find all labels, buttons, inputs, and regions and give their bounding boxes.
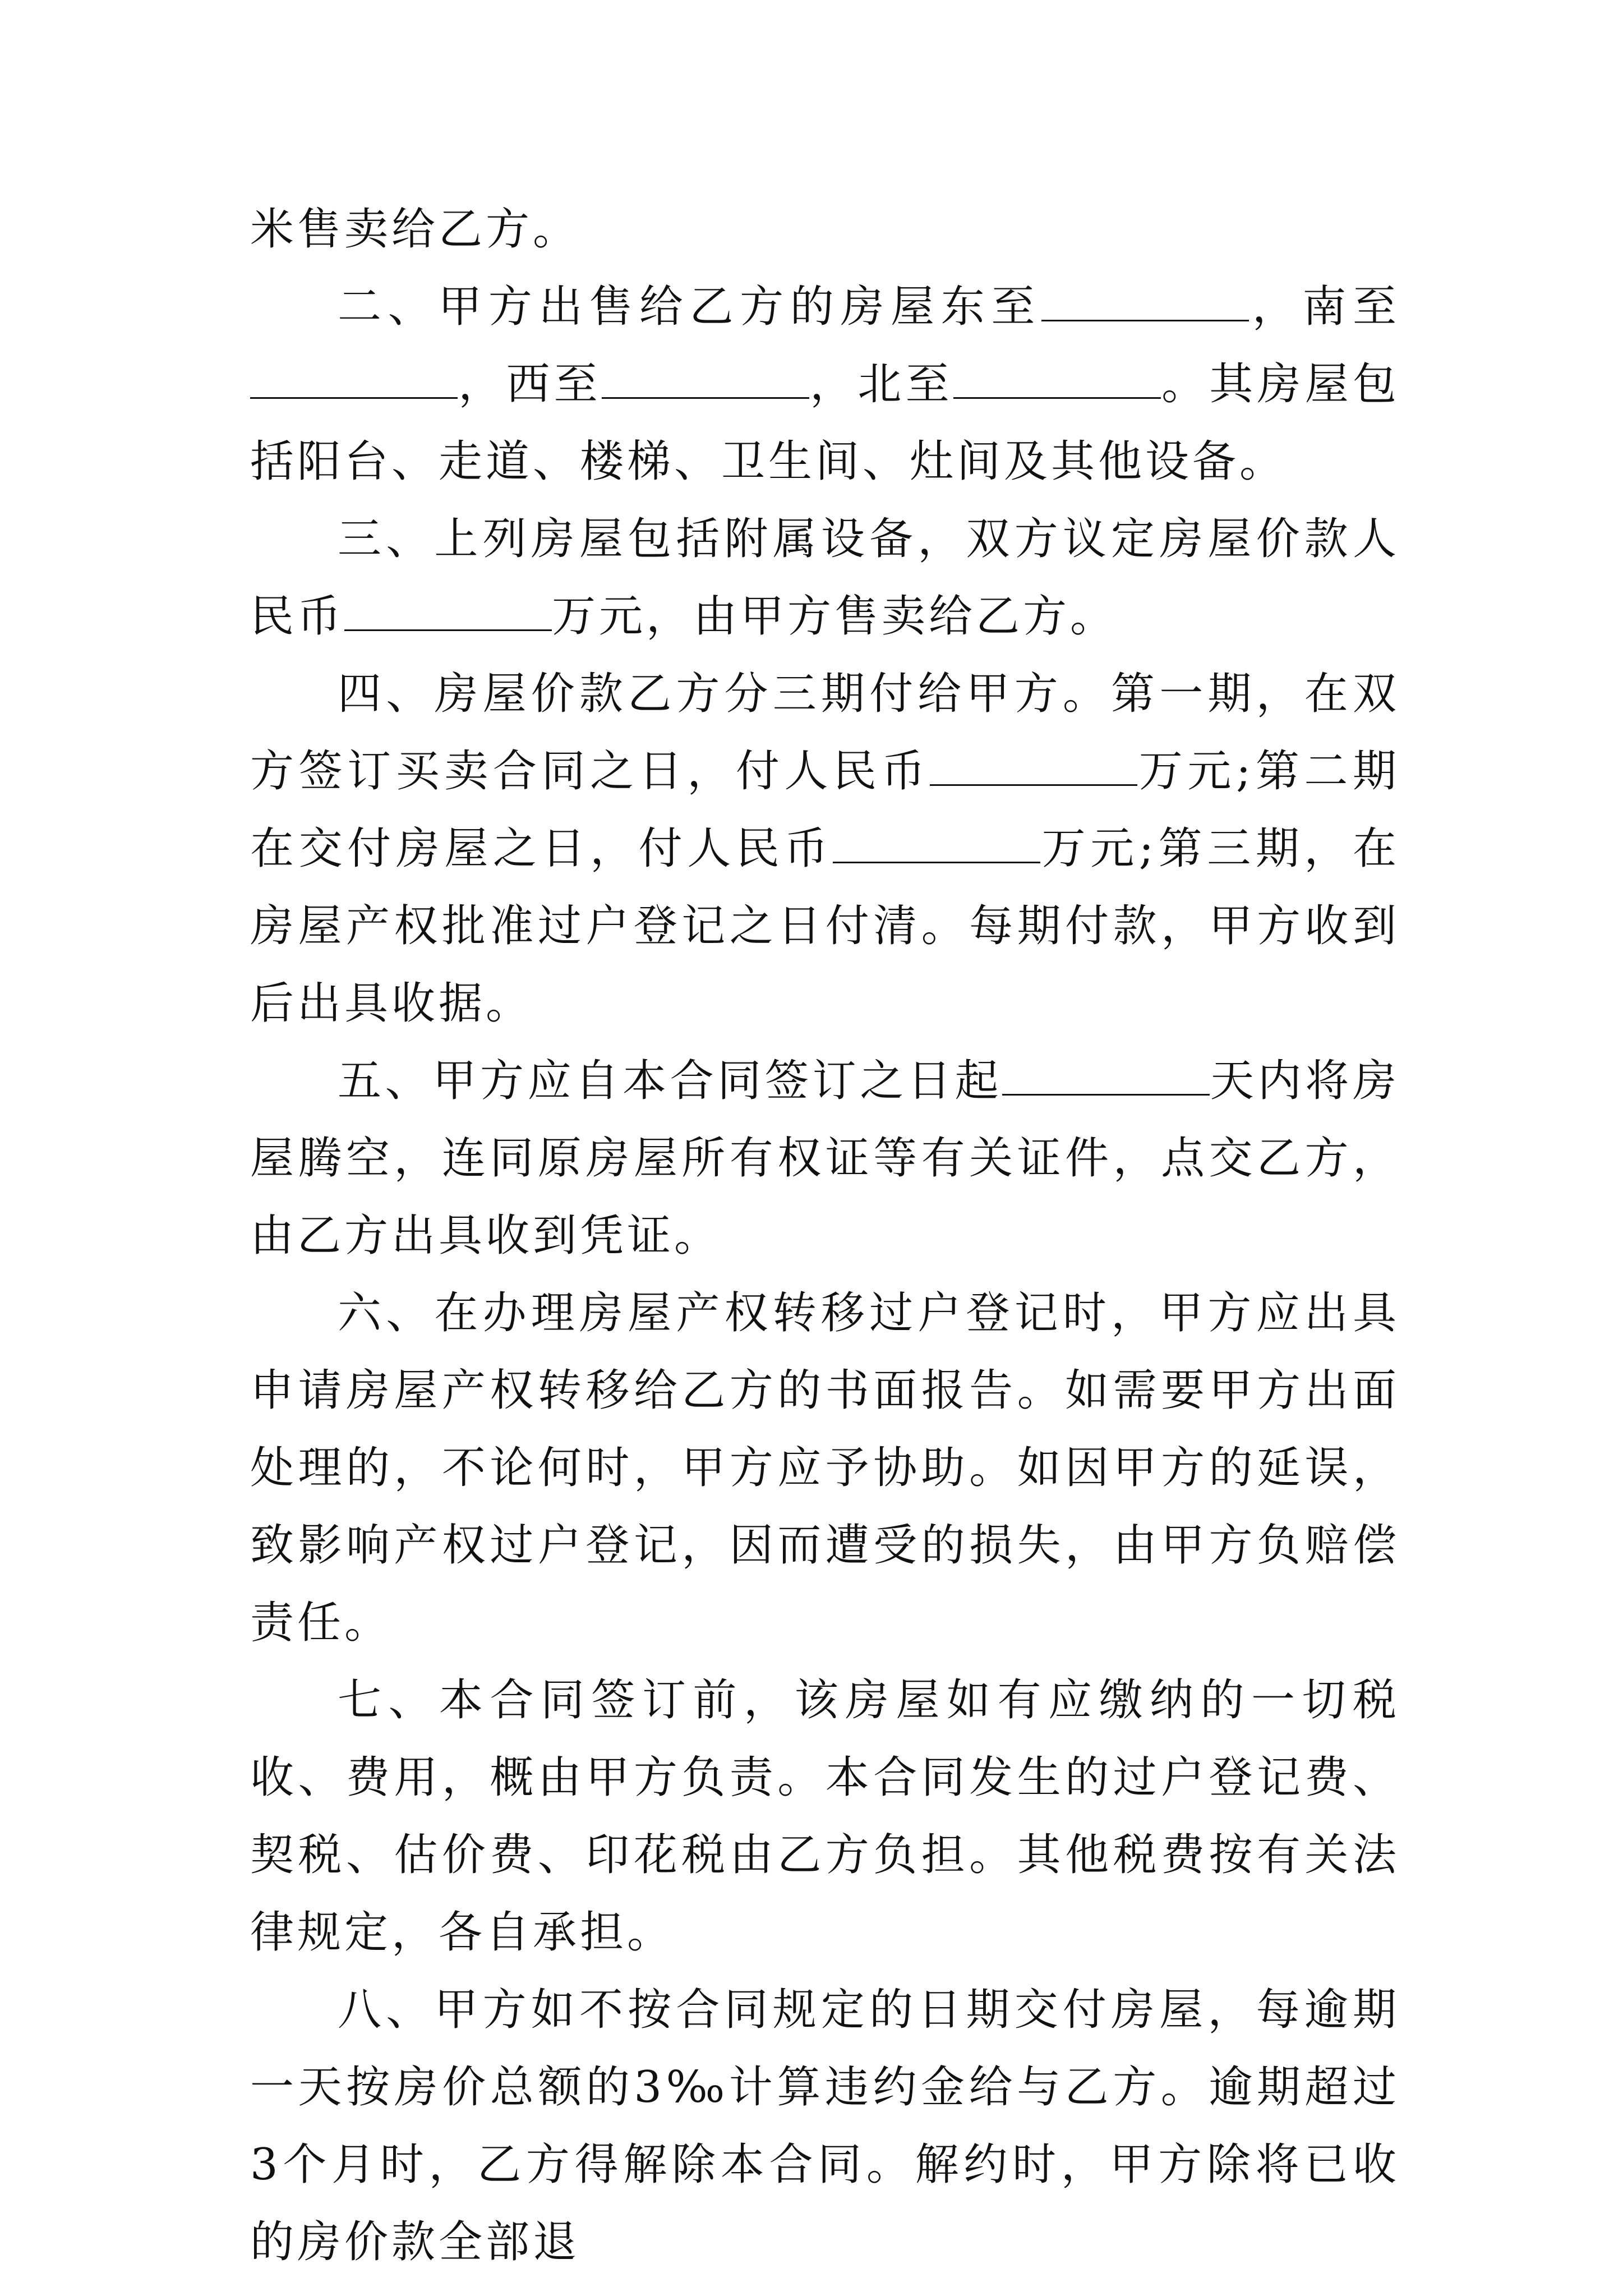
text-run: 五、甲方应自本合同签订之日起 [338,1056,1003,1106]
paragraph-continuation [250,191,1400,268]
text-run: 六、在办理房屋产权转移过户登记时，甲方应出具申请房屋产权转移给乙方的书面报告。如需要甲方出面处理的，不论何时，甲方应予协助。如因甲方的延误，致影响产权过户登记，因而遭受的损失，由甲方负赔偿责任。 [250,1288,1400,1648]
clause-2 [250,268,1400,500]
text-run: ，西至 [458,359,602,409]
blank-line-second-payment [833,828,1040,863]
text-run: 天内将房屋腾空，连同原房屋所有权证等有关证件，点交乙方，由乙方出具收到凭证。 [250,1056,1400,1261]
blank-line-price [344,596,552,631]
clause-7 [250,1662,1400,1971]
text-run: 三、上列房屋包括附属设备，双方议定房屋价款人民币 [250,514,1400,642]
blank-line-west [602,364,809,399]
clause-5 [250,1042,1400,1274]
text-run: ，南至 [1249,282,1400,332]
text-run: 八、甲方如不按合同规定的日期交付房屋，每逾期一天按房价总额的3‰计算违约金给与乙方。逾期超过3个月时，乙方得解除本合同。解约时，甲方除将已收的房价款全部退 [250,1985,1400,2267]
clause-8 [250,1971,1400,2281]
text-run: 万元;第三期，在房屋产权批准过户登记之日付清。每期付款，甲方收到后出具收据。 [250,823,1400,1029]
text-run: 七、本合同签订前，该房屋如有应缴纳的一切税收、费用，概由甲方负责。本合同发生的过户登记费、契税、估价费、印花税由乙方负担。其他税费按有关法律规定，各自承担。 [250,1675,1400,1958]
text-run: 二、甲方出售给乙方的房屋东至 [338,282,1042,332]
text-run: 。其房屋包括阳台、走道、楼梯、卫生间、灶间及其他设备。 [250,359,1400,487]
clause-4 [250,655,1400,1042]
blank-line-days [1002,1060,1210,1096]
text-run: 米售卖给乙方。 [250,204,580,255]
blank-line-north [953,364,1161,399]
text-run: 四、房屋价款乙方分三期付给甲方。第一期，在双方签订买卖合同之日，付人民币 [250,669,1400,797]
clause-6 [250,1274,1400,1662]
clause-3 [250,500,1400,655]
blank-line-east [1041,286,1249,321]
text-run: 万元，由甲方售卖给乙方。 [552,591,1118,642]
blank-line-first-payment [930,751,1137,786]
contract-body [250,191,1400,2281]
text-run: 万元;第二期在交付房屋之日，付人民币 [250,746,1400,874]
blank-line-south [250,364,458,399]
text-run: ，北至 [809,359,953,409]
